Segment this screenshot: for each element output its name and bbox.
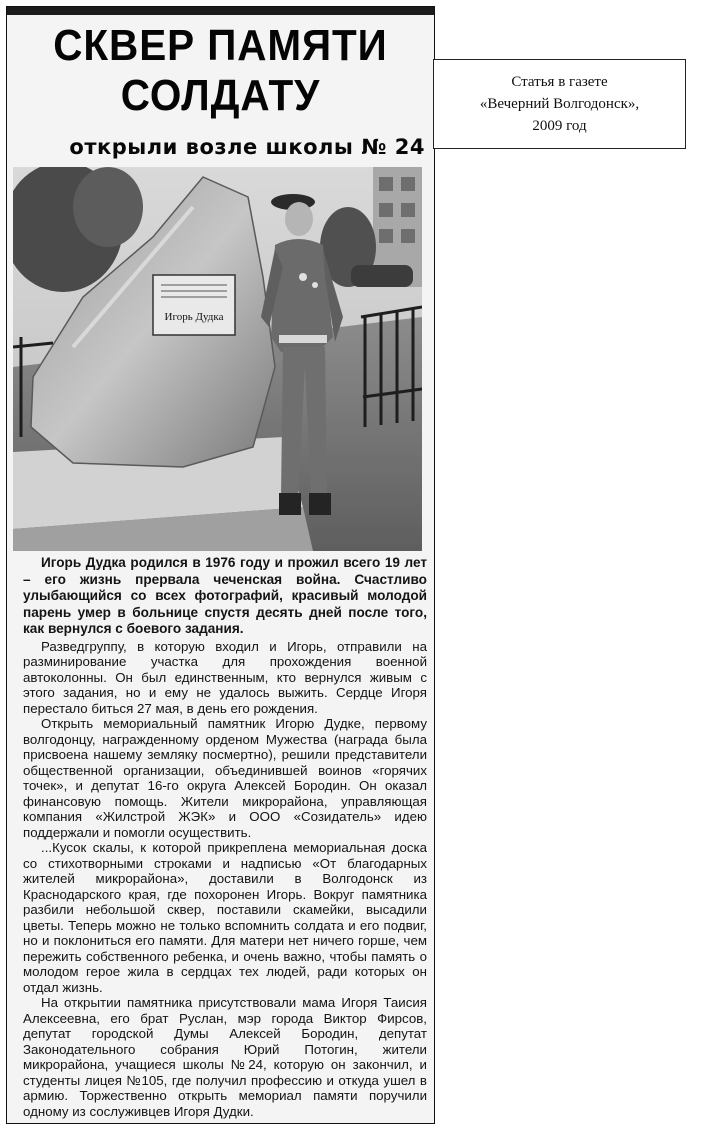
- headline-line-1: СКВЕР ПАМЯТИ: [53, 21, 388, 70]
- article-paragraph: На открытии памятника присутствовали мама Игоря Таисия Алексеевна, его брат Руслан, мэр города Виктор Фирсов, депутат городской Думы Алексей Бородин, депутат Законодательного собрания Юрий Потогин, жители микрорайона, учащиеся школы №24, которую он закончил, и студенты лицея №105, где получил профессию и откуда ушел в армию. Торжественно открыть мемориал памяти поручили одному из сослуживцев Игоря Дудки.: [23, 995, 427, 1119]
- headline-line-2: СОЛДАТУ: [120, 71, 321, 120]
- article-lead-paragraph: Игорь Дудка родился в 1976 году и прожил всего 19 лет – его жизнь прервала чеченская война. Счастливо улыбающийся со всех фотографий, красивый молодой парень умер в больнице спустя десять дней после того, как вернулся с боевого задания.: [23, 555, 427, 636]
- article-subhead: открыли возле школы № 24: [69, 135, 425, 159]
- memorial-plaque: [153, 275, 235, 335]
- article-body: [23, 555, 427, 1119]
- article-paragraph: ...Кусок скалы, к которой прикреплена мемориальная доска со стихотворными строками и надписью «От благодарных жителей микрорайона», доставили в Волгодонск из Краснодарского края, где похоронен Игорь. Вокруг памятника разбили небольшой сквер, поставили скамейки, высадили цветы. Теперь можно не только вспомнить солдата и его подвиг, но и поклониться его памяти. Для матери нет ничего горше, чем пережить собственного ребенка, и очень важно, чтобы память о молодом герое жила в сердцах тех людей, ради которых он отдал жизнь.: [23, 840, 427, 995]
- caption-line-1: Статья в газете: [511, 74, 608, 90]
- source-caption: [433, 59, 686, 149]
- caption-line-3: 2009 год: [532, 118, 587, 134]
- newspaper-clipping: [6, 6, 435, 1124]
- article-paragraph: Разведгруппу, в которую входил и Игорь, отправили на разминирование участка для прохождения военной автоколонны. Он был единственным, кто вернулся живым с этого задания, но и ему не удалось выжить. Сердце Игоря перестало биться 27 мая, в день его рождения.: [23, 638, 427, 716]
- caption-line-2: «Вечерний Волгодонск»,: [479, 96, 640, 112]
- parked-car: [351, 265, 413, 287]
- article-headline: [24, 21, 417, 121]
- plaque-name: Игорь Дудка: [164, 311, 224, 323]
- memorial-photo: [13, 167, 422, 551]
- article-paragraph: Открыть мемориальный памятник Игорю Дудке, первому волгодонцу, награжденному орденом Мужества (награда была присвоена нашему земляку посмертно), решили представители общественной организации, объединившей воинов «горячих точек», и депутат 16-го округа Алексей Бородин. Он оказал финансовую помощь. Жители микрорайона, управляющая компания «Жилстрой ЖЭК» и ООО «Созидатель» идею поддержали и помогли осуществить.: [23, 716, 427, 840]
- memorial-photo-drawing: [13, 167, 422, 551]
- clipping-top-edge: [7, 7, 434, 15]
